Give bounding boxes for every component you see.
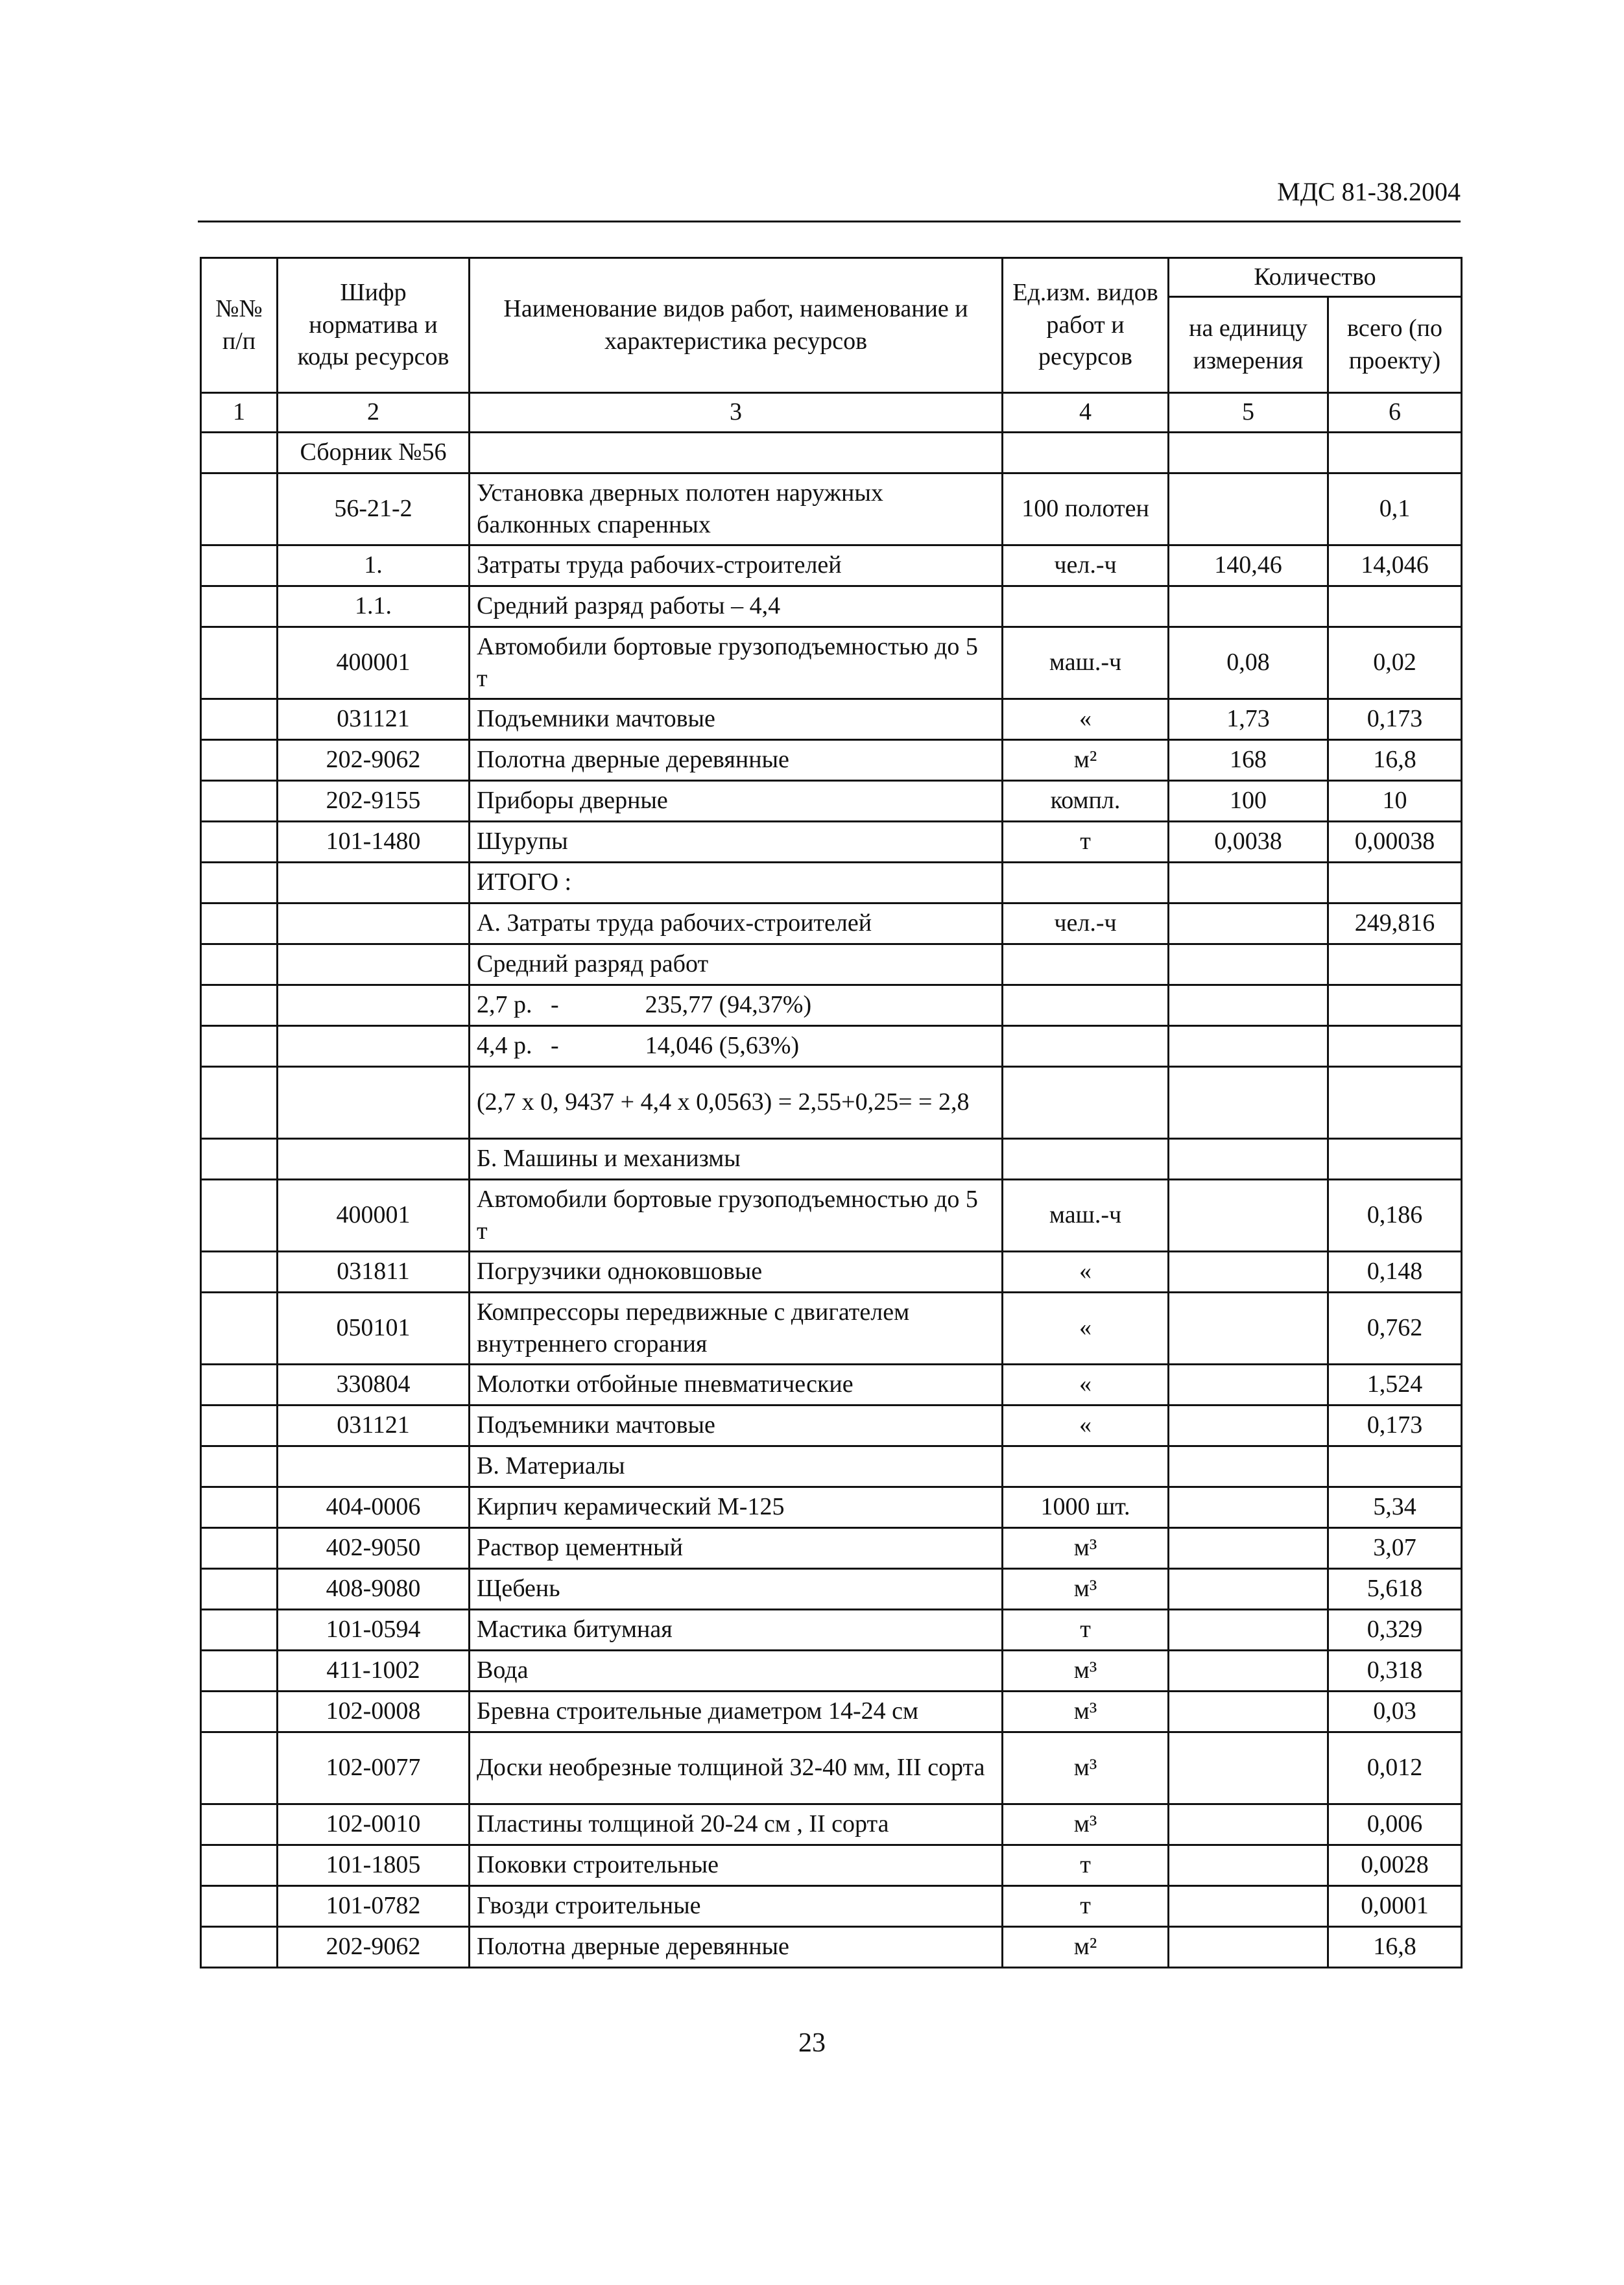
code-cell: 411-1002 <box>278 1651 470 1692</box>
per-unit-cell <box>1169 1528 1328 1569</box>
code-cell <box>278 1067 470 1139</box>
unit-cell: « <box>1003 1365 1169 1406</box>
total-cell: 0,00038 <box>1328 822 1462 863</box>
table-row <box>201 1610 1462 1651</box>
name-cell: Погрузчики одноковшовые <box>470 1252 1003 1293</box>
table-row <box>201 1487 1462 1528</box>
row-number-cell <box>201 433 278 473</box>
row-number-cell <box>201 740 278 781</box>
resource-table <box>200 257 1463 1968</box>
per-unit-cell <box>1169 1610 1328 1651</box>
row-number-cell <box>201 1446 278 1487</box>
per-unit-cell: 168 <box>1169 740 1328 781</box>
total-cell <box>1328 863 1462 903</box>
per-unit-cell <box>1169 1845 1328 1886</box>
per-unit-cell <box>1169 1252 1328 1293</box>
table-row <box>201 1651 1462 1692</box>
row-number-cell <box>201 627 278 699</box>
table-row <box>201 699 1462 740</box>
row-number-cell <box>201 1528 278 1569</box>
row-number-cell <box>201 1569 278 1610</box>
table-row <box>201 1569 1462 1610</box>
code-cell: 101-0782 <box>278 1886 470 1927</box>
per-unit-cell <box>1169 1487 1328 1528</box>
name-cell: А. Затраты труда рабочих-строителей <box>470 903 1003 944</box>
total-cell: 10 <box>1328 781 1462 822</box>
unit-cell: м² <box>1003 1927 1169 1968</box>
table-row <box>201 822 1462 863</box>
column-number: 2 <box>278 393 470 433</box>
unit-cell: « <box>1003 1252 1169 1293</box>
code-cell: 031121 <box>278 699 470 740</box>
unit-cell: т <box>1003 1886 1169 1927</box>
unit-cell <box>1003 1067 1169 1139</box>
row-number-cell <box>201 1610 278 1651</box>
code-cell: 031121 <box>278 1406 470 1446</box>
code-cell: 408-9080 <box>278 1569 470 1610</box>
per-unit-cell: 0,0038 <box>1169 822 1328 863</box>
unit-cell <box>1003 985 1169 1026</box>
name-cell: Компрессоры передвижные с двигателем внутреннего сгорания <box>470 1293 1003 1365</box>
table-header <box>201 258 1462 433</box>
per-unit-cell <box>1169 1692 1328 1732</box>
unit-cell: м³ <box>1003 1569 1169 1610</box>
unit-cell <box>1003 944 1169 985</box>
unit-cell: « <box>1003 1293 1169 1365</box>
name-cell: Молотки отбойные пневматические <box>470 1365 1003 1406</box>
unit-cell <box>1003 1139 1169 1180</box>
unit-cell: м² <box>1003 740 1169 781</box>
table-row <box>201 1293 1462 1365</box>
per-unit-cell: 100 <box>1169 781 1328 822</box>
column-number-row <box>201 393 1462 433</box>
row-number-cell <box>201 1067 278 1139</box>
per-unit-cell: 1,73 <box>1169 699 1328 740</box>
name-cell: Приборы дверные <box>470 781 1003 822</box>
table-row <box>201 781 1462 822</box>
table-row <box>201 1067 1462 1139</box>
unit-cell: м³ <box>1003 1732 1169 1804</box>
name-cell: Доски необрезные толщиной 32-40 мм, III сорта <box>470 1732 1003 1804</box>
code-cell: 101-0594 <box>278 1610 470 1651</box>
unit-cell: м³ <box>1003 1528 1169 1569</box>
name-cell: Кирпич керамический М-125 <box>470 1487 1003 1528</box>
total-cell: 0,148 <box>1328 1252 1462 1293</box>
row-number-cell <box>201 473 278 545</box>
table-row <box>201 1927 1462 1968</box>
unit-cell <box>1003 433 1169 473</box>
per-unit-cell <box>1169 1886 1328 1927</box>
name-cell: Средний разряд работ <box>470 944 1003 985</box>
per-unit-cell <box>1169 1732 1328 1804</box>
total-cell <box>1328 1067 1462 1139</box>
per-unit-cell <box>1169 1446 1328 1487</box>
table-row <box>201 1446 1462 1487</box>
row-number-cell <box>201 1139 278 1180</box>
name-cell: Мастика битумная <box>470 1610 1003 1651</box>
code-cell <box>278 1139 470 1180</box>
code-cell <box>278 985 470 1026</box>
per-unit-cell <box>1169 944 1328 985</box>
unit-cell <box>1003 1446 1169 1487</box>
name-cell: Пластины толщиной 20-24 см , II сорта <box>470 1804 1003 1845</box>
total-cell: 0,02 <box>1328 627 1462 699</box>
unit-cell <box>1003 586 1169 627</box>
unit-cell: т <box>1003 1610 1169 1651</box>
header-col3: Наименование видов работ, наименование и характеристика ресурсов <box>470 258 1003 393</box>
code-cell: 202-9062 <box>278 740 470 781</box>
table-row <box>201 473 1462 545</box>
row-number-cell <box>201 781 278 822</box>
total-cell: 0,186 <box>1328 1180 1462 1252</box>
row-number-cell <box>201 545 278 586</box>
code-cell: 102-0008 <box>278 1692 470 1732</box>
code-cell: 330804 <box>278 1365 470 1406</box>
name-cell: Подъемники мачтовые <box>470 699 1003 740</box>
code-cell: 101-1805 <box>278 1845 470 1886</box>
code-cell: 202-9155 <box>278 781 470 822</box>
row-number-cell <box>201 1886 278 1927</box>
code-cell <box>278 863 470 903</box>
table-row <box>201 944 1462 985</box>
unit-cell <box>1003 863 1169 903</box>
code-cell: 102-0010 <box>278 1804 470 1845</box>
table-row <box>201 985 1462 1026</box>
code-cell <box>278 903 470 944</box>
table-row <box>201 1804 1462 1845</box>
row-number-cell <box>201 1180 278 1252</box>
total-cell: 0,329 <box>1328 1610 1462 1651</box>
table-row <box>201 1845 1462 1886</box>
name-cell: Автомобили бортовые грузоподъемностью до 5 т <box>470 627 1003 699</box>
total-cell: 0,0001 <box>1328 1886 1462 1927</box>
name-cell: Гвозди строительные <box>470 1886 1003 1927</box>
column-number: 6 <box>1328 393 1462 433</box>
per-unit-cell: 140,46 <box>1169 545 1328 586</box>
total-cell: 0,173 <box>1328 699 1462 740</box>
row-number-cell <box>201 985 278 1026</box>
row-number-cell <box>201 1845 278 1886</box>
code-cell: 402-9050 <box>278 1528 470 1569</box>
header-col4: Ед.изм. видов работ и ресурсов <box>1003 258 1169 393</box>
table-row <box>201 863 1462 903</box>
table-row <box>201 1886 1462 1927</box>
total-cell: 16,8 <box>1328 1927 1462 1968</box>
per-unit-cell <box>1169 1804 1328 1845</box>
column-number: 4 <box>1003 393 1169 433</box>
row-number-cell <box>201 1692 278 1732</box>
per-unit-cell <box>1169 985 1328 1026</box>
row-number-cell <box>201 699 278 740</box>
unit-cell: 100 полотен <box>1003 473 1169 545</box>
unit-cell: чел.-ч <box>1003 903 1169 944</box>
code-cell: 031811 <box>278 1252 470 1293</box>
page-number: 23 <box>798 2028 826 2058</box>
total-cell: 1,524 <box>1328 1365 1462 1406</box>
total-cell <box>1328 1026 1462 1067</box>
table-row <box>201 433 1462 473</box>
unit-cell: т <box>1003 822 1169 863</box>
row-number-cell <box>201 903 278 944</box>
header-col5: на единицу измерения <box>1169 297 1328 393</box>
total-cell: 0,012 <box>1328 1732 1462 1804</box>
name-cell: Установка дверных полотен наружных балконных спаренных <box>470 473 1003 545</box>
name-cell: (2,7 х 0, 9437 + 4,4 х 0,0563) = 2,55+0,25= = 2,8 <box>470 1067 1003 1139</box>
table-row <box>201 1406 1462 1446</box>
per-unit-cell: 0,08 <box>1169 627 1328 699</box>
table-row <box>201 1365 1462 1406</box>
table-row <box>201 1180 1462 1252</box>
per-unit-cell <box>1169 1365 1328 1406</box>
name-cell: Средний разряд работы – 4,4 <box>470 586 1003 627</box>
row-number-cell <box>201 863 278 903</box>
per-unit-cell <box>1169 1180 1328 1252</box>
total-cell <box>1328 1139 1462 1180</box>
table-row <box>201 1139 1462 1180</box>
row-number-cell <box>201 1732 278 1804</box>
table-row <box>201 545 1462 586</box>
row-number-cell <box>201 944 278 985</box>
header-col1: №№ п/п <box>201 258 278 393</box>
row-number-cell <box>201 1365 278 1406</box>
code-cell: 050101 <box>278 1293 470 1365</box>
column-number: 3 <box>470 393 1003 433</box>
row-number-cell <box>201 822 278 863</box>
per-unit-cell <box>1169 903 1328 944</box>
name-cell: Поковки строительные <box>470 1845 1003 1886</box>
total-cell: 249,816 <box>1328 903 1462 944</box>
per-unit-cell <box>1169 1651 1328 1692</box>
name-cell: Затраты труда рабочих-строителей <box>470 545 1003 586</box>
unit-cell: компл. <box>1003 781 1169 822</box>
row-number-cell <box>201 1252 278 1293</box>
name-cell: Подъемники мачтовые <box>470 1406 1003 1446</box>
table-row <box>201 1026 1462 1067</box>
table-row <box>201 627 1462 699</box>
code-cell: 101-1480 <box>278 822 470 863</box>
per-unit-cell <box>1169 1026 1328 1067</box>
row-number-cell <box>201 1406 278 1446</box>
total-cell <box>1328 1446 1462 1487</box>
total-cell: 5,618 <box>1328 1569 1462 1610</box>
per-unit-cell <box>1169 1569 1328 1610</box>
code-cell: 102-0077 <box>278 1732 470 1804</box>
name-cell: Раствор цементный <box>470 1528 1003 1569</box>
name-cell: Шурупы <box>470 822 1003 863</box>
per-unit-cell <box>1169 1293 1328 1365</box>
name-cell: Б. Машины и механизмы <box>470 1139 1003 1180</box>
total-cell <box>1328 433 1462 473</box>
column-number: 5 <box>1169 393 1328 433</box>
row-number-cell <box>201 1293 278 1365</box>
name-cell: Полотна дверные деревянные <box>470 740 1003 781</box>
document-code: МДС 81-38.2004 <box>1277 177 1461 206</box>
per-unit-cell <box>1169 586 1328 627</box>
per-unit-cell <box>1169 1139 1328 1180</box>
header-col2: Шифр норматива и коды ресурсов <box>278 258 470 393</box>
column-number: 1 <box>201 393 278 433</box>
table-row <box>201 903 1462 944</box>
code-cell: 400001 <box>278 1180 470 1252</box>
total-cell: 3,07 <box>1328 1528 1462 1569</box>
unit-cell: 1000 шт. <box>1003 1487 1169 1528</box>
total-cell: 0,0028 <box>1328 1845 1462 1886</box>
table-row <box>201 1692 1462 1732</box>
unit-cell: « <box>1003 699 1169 740</box>
name-cell: Вода <box>470 1651 1003 1692</box>
table-row <box>201 1528 1462 1569</box>
unit-cell: т <box>1003 1845 1169 1886</box>
code-cell: 1.1. <box>278 586 470 627</box>
total-cell <box>1328 944 1462 985</box>
per-unit-cell <box>1169 1067 1328 1139</box>
row-number-cell <box>201 1651 278 1692</box>
code-cell <box>278 944 470 985</box>
total-cell: 16,8 <box>1328 740 1462 781</box>
table-row <box>201 1732 1462 1804</box>
row-number-cell <box>201 586 278 627</box>
per-unit-cell <box>1169 1927 1328 1968</box>
code-cell <box>278 1446 470 1487</box>
header-col6: всего (по проекту) <box>1328 297 1462 393</box>
unit-cell: м³ <box>1003 1804 1169 1845</box>
unit-cell: чел.-ч <box>1003 545 1169 586</box>
table-row <box>201 1252 1462 1293</box>
total-cell: 14,046 <box>1328 545 1462 586</box>
per-unit-cell <box>1169 1406 1328 1446</box>
row-number-cell <box>201 1026 278 1067</box>
header-rule <box>198 221 1461 222</box>
row-number-cell <box>201 1804 278 1845</box>
name-cell: 2,7 р. - 235,77 (94,37%) <box>470 985 1003 1026</box>
per-unit-cell <box>1169 433 1328 473</box>
code-cell: 404-0006 <box>278 1487 470 1528</box>
total-cell <box>1328 985 1462 1026</box>
table-row <box>201 740 1462 781</box>
unit-cell: « <box>1003 1406 1169 1446</box>
per-unit-cell <box>1169 863 1328 903</box>
code-cell: 400001 <box>278 627 470 699</box>
name-cell: 4,4 р. - 14,046 (5,63%) <box>470 1026 1003 1067</box>
name-cell: ИТОГО : <box>470 863 1003 903</box>
name-cell: Автомобили бортовые грузоподъемностью до 5 т <box>470 1180 1003 1252</box>
name-cell <box>470 433 1003 473</box>
row-number-cell <box>201 1927 278 1968</box>
total-cell: 0,1 <box>1328 473 1462 545</box>
code-cell <box>278 1026 470 1067</box>
name-cell: Бревна строительные диаметром 14-24 см <box>470 1692 1003 1732</box>
total-cell: 5,34 <box>1328 1487 1462 1528</box>
code-cell: 56-21-2 <box>278 473 470 545</box>
total-cell: 0,173 <box>1328 1406 1462 1446</box>
unit-cell: маш.-ч <box>1003 627 1169 699</box>
unit-cell: м³ <box>1003 1692 1169 1732</box>
row-number-cell <box>201 1487 278 1528</box>
name-cell: В. Материалы <box>470 1446 1003 1487</box>
code-cell: 1. <box>278 545 470 586</box>
unit-cell <box>1003 1026 1169 1067</box>
code-cell: Сборник №56 <box>278 433 470 473</box>
table-row <box>201 586 1462 627</box>
unit-cell: м³ <box>1003 1651 1169 1692</box>
total-cell: 0,03 <box>1328 1692 1462 1732</box>
table-body <box>201 433 1462 1968</box>
per-unit-cell <box>1169 473 1328 545</box>
total-cell: 0,318 <box>1328 1651 1462 1692</box>
total-cell: 0,762 <box>1328 1293 1462 1365</box>
unit-cell: маш.-ч <box>1003 1180 1169 1252</box>
total-cell <box>1328 586 1462 627</box>
name-cell: Полотна дверные деревянные <box>470 1927 1003 1968</box>
total-cell: 0,006 <box>1328 1804 1462 1845</box>
name-cell: Щебень <box>470 1569 1003 1610</box>
header-quantity: Количество <box>1169 258 1462 297</box>
code-cell: 202-9062 <box>278 1927 470 1968</box>
